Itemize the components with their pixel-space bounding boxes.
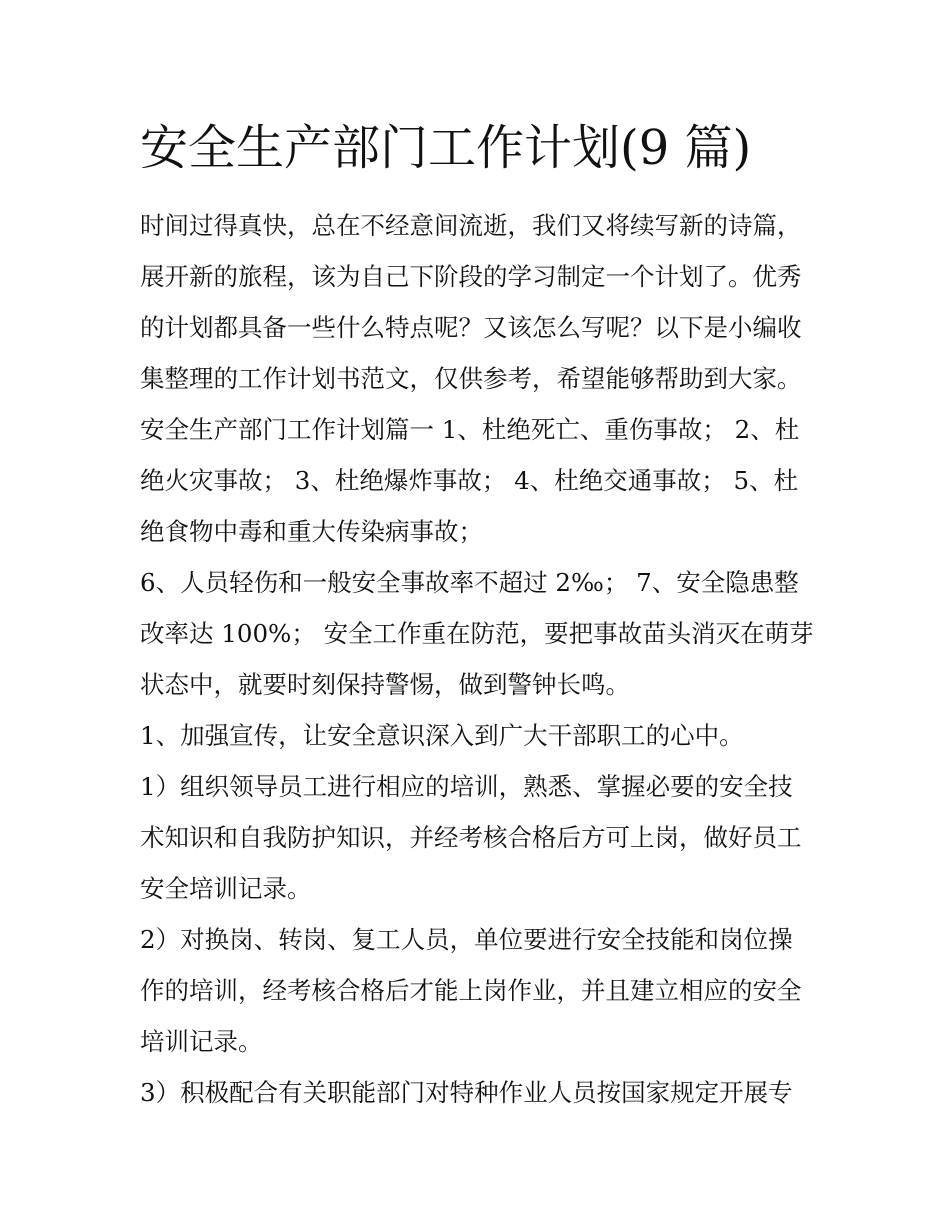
text-line: 展开新的旅程，该为自己下阶段的学习制定一个计划了。优秀 — [140, 262, 802, 291]
text-line: 安全培训记录。 — [140, 874, 312, 903]
text-line: 作的培训，经考核合格后才能上岗作业，并且建立相应的安全 — [140, 976, 802, 1005]
text-line: 绝食物中毒和重大传染病事故； — [140, 517, 483, 546]
text-line: 术知识和自我防护知识，并经考核合格后方可上岗，做好员工 — [140, 823, 802, 852]
text-line: 的计划都具备一些什么特点呢？又该怎么写呢？以下是小编收 — [140, 313, 802, 342]
text-line: 6、人员轻伤和一般安全事故率不超过 2‰； 7、安全隐患整 — [140, 568, 799, 597]
text-line: 1、加强宣传，让安全意识深入到广大干部职工的心中。 — [140, 721, 744, 750]
text-line: 3）积极配合有关职能部门对特种作业人员按国家规定开展专 — [140, 1078, 793, 1107]
text-line: 培训记录。 — [140, 1027, 263, 1056]
text-line: 改率达 100%； 安全工作重在防范，要把事故苗头消灭在萌芽 — [140, 619, 814, 648]
document-title: 安全生产部门工作计划(9 篇) — [140, 120, 752, 176]
document-body — [140, 200, 820, 1118]
text-line: 集整理的工作计划书范文，仅供参考，希望能够帮助到大家。 — [140, 364, 802, 393]
text-line: 1）组织领导员工进行相应的培训，熟悉、掌握必要的安全技 — [140, 772, 793, 801]
text-line: 时间过得真快，总在不经意间流逝，我们又将续写新的诗篇， — [140, 211, 802, 240]
text-line: 状态中，就要时刻保持警惕，做到警钟长鸣。 — [140, 670, 630, 699]
text-line: 2）对换岗、转岗、复工人员，单位要进行安全技能和岗位操 — [140, 925, 793, 954]
text-line: 绝火灾事故； 3、杜绝爆炸事故； 4、杜绝交通事故； 5、杜 — [140, 466, 799, 495]
text-line: 安全生产部门工作计划篇一 1、杜绝死亡、重伤事故； 2、杜 — [140, 415, 800, 444]
